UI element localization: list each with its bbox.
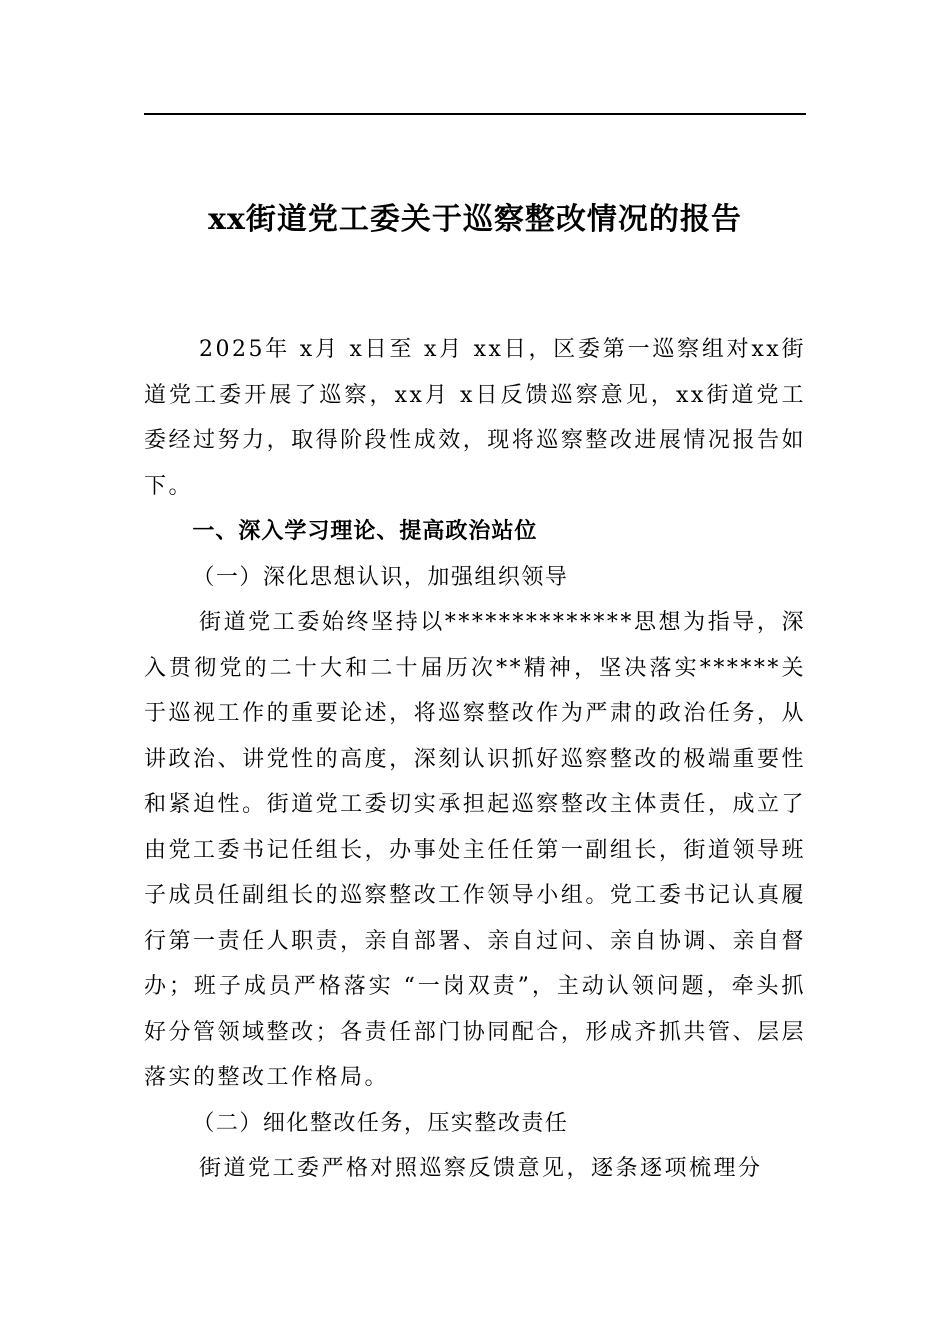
subsection-1-paragraph: 街道党工委始终坚持以**************思想为指导，深入贯彻党的二十大和二十届历次**精神，坚决落实******关于巡视工作的重要论述，将巡察整改作为严肃的政治任务，从讲政治、讲党性的高度，深刻认识抓好巡察整改的极端重要性和紧迫性。街道党工委切实承担起巡察整改主体责任，成立了由党工委书记任组长，办事处主任任第一副组长，街道领导班子成员任副组长的巡察整改工作领导小组。党工委书记认真履行第一责任人职责，亲自部署、亲自过问、亲自协调、亲自督办；班子成员严格落实 “一岗双责”，主动认领问题，牵头抓好分管领域整改；各责任部门协同配合，形成齐抓共管、层层落实的整改工作格局。 bbox=[144, 610, 806, 1090]
section-1-heading: 一、深入学习理论、提高政治站位 bbox=[192, 519, 538, 544]
header-rule bbox=[144, 113, 806, 115]
document-title: xx街道党工委关于巡察整改情况的报告 bbox=[208, 202, 742, 237]
intro-paragraph: 2025年 x月 x日至 x月 xx日，区委第一巡察组对xx街道党工委开展了巡察，xx月 x日反馈巡察意见，xx街道党工委经过努力，取得阶段性成效，现将巡察整改进展情况报告如下。 bbox=[144, 337, 806, 499]
subsection-2-paragraph: 街道党工委严格对照巡察反馈意见，逐条逐项梳理分 bbox=[199, 1156, 763, 1181]
subsection-1-heading: （一）深化思想认识，加强组织领导 bbox=[192, 564, 569, 590]
subsection-2-heading: （二）细化整改任务，压实整改责任 bbox=[192, 1110, 569, 1136]
document-body bbox=[144, 327, 806, 1192]
